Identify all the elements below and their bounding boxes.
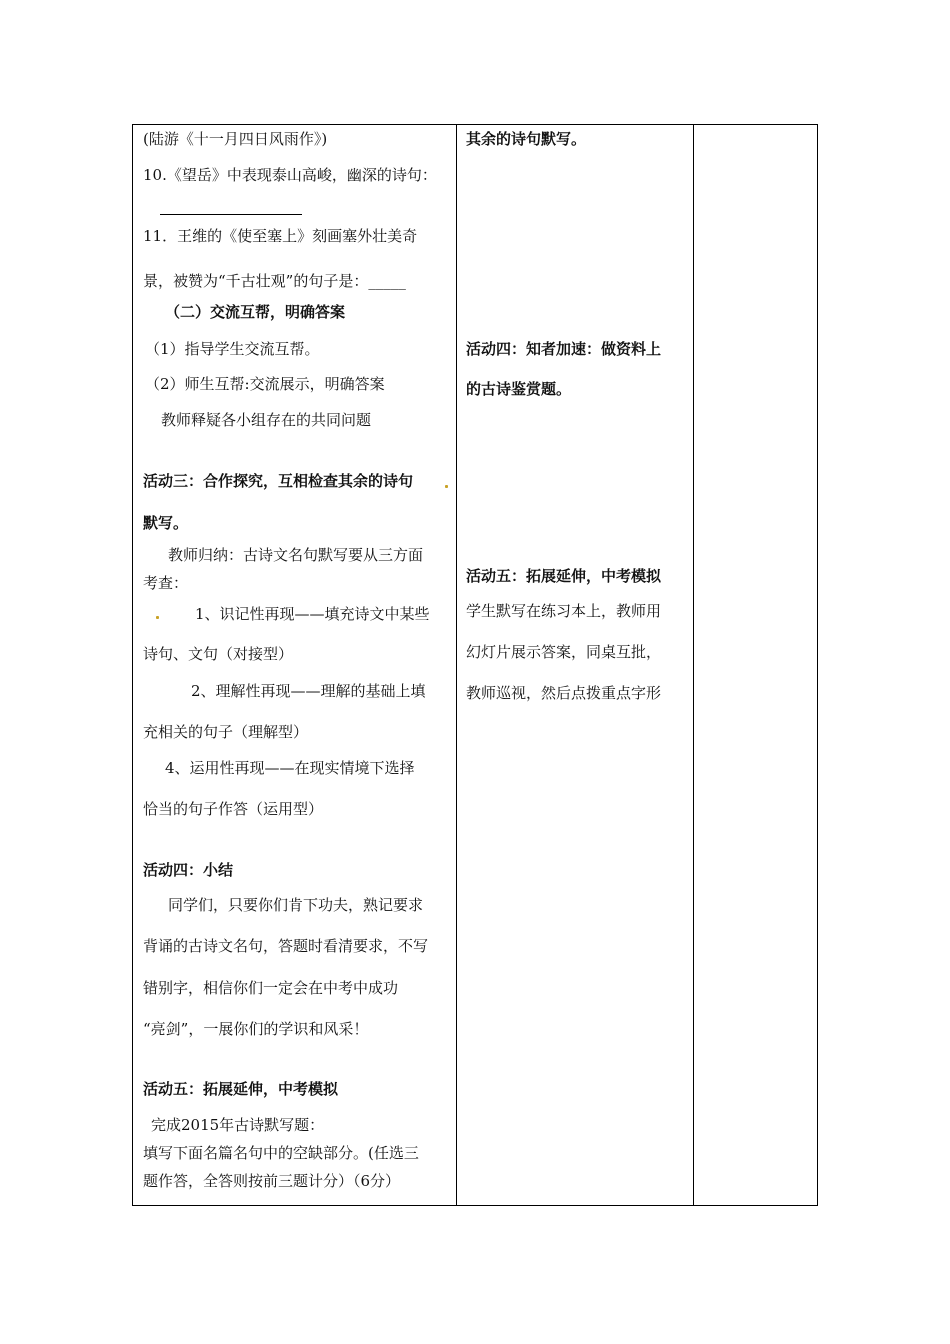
- text-line: 2、理解性再现——理解的基础上填: [191, 682, 426, 700]
- text-line: 10.《望岳》中表现泰山高峻，幽深的诗句：: [143, 166, 437, 184]
- text-line: 11．王维的《使至塞上》刻画塞外壮美奇: [143, 227, 418, 245]
- text-line: 学生默写在练习本上，教师用: [466, 602, 662, 620]
- text-line: 恰当的句子作答（运用型）: [143, 800, 324, 818]
- text-line: 考查：: [143, 574, 189, 592]
- activity-heading: 活动三：合作探究，互相检查其余的诗句: [143, 472, 414, 490]
- text-line: 背诵的古诗文名句，答题时看清要求，不写: [143, 937, 429, 955]
- middle-column: [456, 125, 693, 1205]
- text-line: 教师归纳：古诗文名句默写要从三方面: [168, 546, 424, 564]
- text-line: 诗句、文句（对接型）: [143, 645, 294, 663]
- text-line: 错别字，相信你们一定会在中考中成功: [143, 979, 399, 997]
- text-line: (陆游《十一月四日风雨作》): [143, 130, 328, 148]
- text-line: 教师释疑各小组存在的共同问题: [161, 411, 372, 429]
- text-line: 幻灯片展示答案，同桌互批，: [466, 643, 662, 661]
- marker-dot: [156, 616, 159, 619]
- text-line: 教师巡视，然后点拨重点字形: [466, 684, 662, 702]
- activity-heading: 活动五：拓展延伸，中考模拟: [466, 567, 662, 585]
- text-line: （2）师生互帮:交流展示，明确答案: [145, 375, 385, 393]
- activity-heading: 默写。: [143, 514, 189, 532]
- right-column: [693, 125, 817, 1205]
- lesson-plan-table: [132, 124, 818, 1206]
- activity-heading: 活动四：小结: [143, 861, 234, 879]
- text-line: 4、运用性再现——在现实情境下选择: [165, 759, 415, 777]
- activity-heading: 的古诗鉴赏题。: [466, 380, 572, 398]
- text-line: 1、识记性再现——填充诗文中某些: [195, 605, 430, 623]
- text-line: 充相关的句子（理解型）: [143, 723, 309, 741]
- text-line: 完成2015年古诗默写题：: [151, 1116, 325, 1134]
- section-heading: （二）交流互帮，明确答案: [165, 303, 346, 321]
- text-line: 填写下面名篇名句中的空缺部分。(任选三: [143, 1144, 419, 1162]
- text-line: “亮剑”，一展你们的学识和风采！: [143, 1020, 369, 1038]
- left-column: [133, 125, 456, 1205]
- activity-heading: 活动五：拓展延伸，中考模拟: [143, 1080, 339, 1098]
- text-line: 题作答，全答则按前三题计分）（6分）: [143, 1172, 401, 1190]
- answer-blank: [160, 214, 302, 215]
- text-line: （1）指导学生交流互帮。: [145, 340, 320, 358]
- text-line: 景，被赞为“千古壮观”的句子是：_____: [143, 272, 406, 290]
- activity-heading: 活动四：知者加速：做资料上: [466, 340, 662, 358]
- marker-dot: [445, 485, 448, 488]
- text-line: 同学们，只要你们肯下功夫，熟记要求: [168, 896, 424, 914]
- text-line: 其余的诗句默写。: [466, 130, 587, 148]
